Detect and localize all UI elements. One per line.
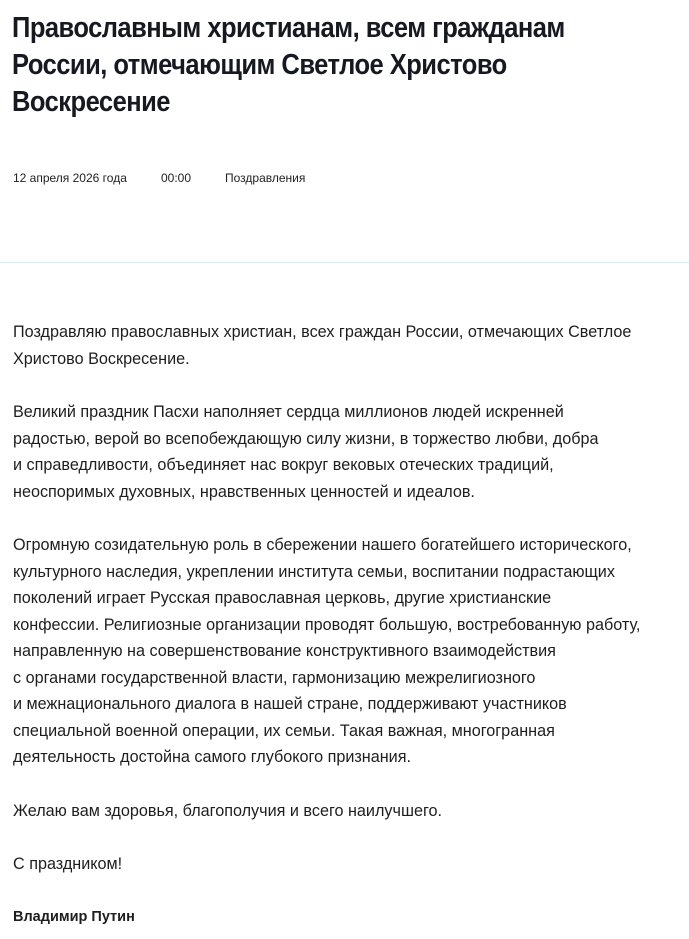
paragraph-church-role: Огромную созидательную роль в сбережении нашего богатейшего исторического, культурного наследия, укреплении института семьи, воспитании подрастающих поколений играет Русская православная церковь, другие христианские конфессии. Религиозные организации проводят большую, востребованную работу, направленную на совершенствование конструктивного взаимодействия с органами государственной власти, гармонизацию межрелигиозного и межнационального диалога в нашей стране, поддерживают участников специальной военной операции, их семьи. Такая важная, многогранная деятельность достойна самого глубокого признания. <box>13 536 641 766</box>
publication-date: 12 апреля 2026 года <box>13 171 127 185</box>
publication-time: 00:00 <box>161 171 192 185</box>
signature: Владимир Путин <box>13 908 135 925</box>
paragraph-wishes: Желаю вам здоровья, благополучия и всего наилучшего. <box>13 801 442 820</box>
category-link[interactable]: Поздравления <box>225 171 306 185</box>
paragraph-greeting: Поздравляю православных христиан, всех граждан России, отмечающих Светлое Христово Воскресение. <box>13 323 632 368</box>
article-meta <box>13 170 305 186</box>
article-header <box>0 0 689 262</box>
page-title: Православным христианам, всем гражданам России, отмечающим Светлое Христово Воскресение <box>12 12 565 118</box>
paragraph-easter: Великий праздник Пасхи наполняет сердца миллионов людей искренней радостью, верой во всепобеждающую силу жизни, в торжество любви, добра и справедливости, объединяет нас вокруг вековых отеческих традиций, неоспоримых духовных, нравственных ценностей и идеалов. <box>13 403 599 501</box>
paragraph-holiday: С праздником! <box>13 855 123 873</box>
header-divider <box>0 262 689 263</box>
article-body <box>13 319 673 930</box>
